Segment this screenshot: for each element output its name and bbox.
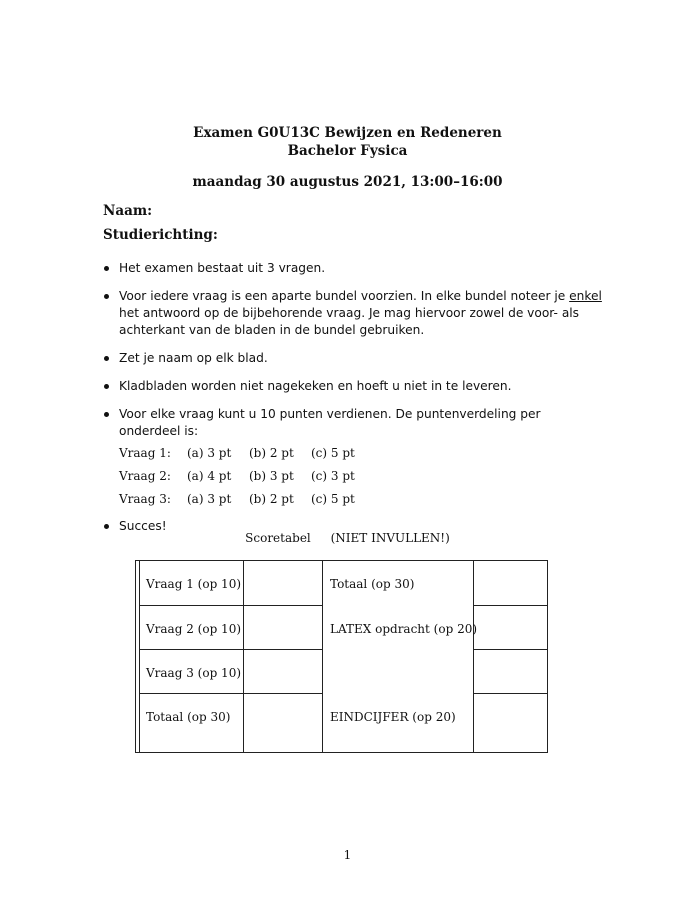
study-program-label: Studierichting:: [103, 227, 218, 243]
question-label: Vraag 2:: [119, 469, 171, 483]
instruction-text: Voor iedere vraag is een aparte bundel voorzien. In elke bundel noteer je: [119, 289, 570, 303]
instruction-text: het antwoord op de bijbehorende vraag. Je mag hiervoor zowel de voor- als achterkant van de bladen in de bundel gebruiken.: [119, 306, 580, 337]
points-value: (b) 3 pt: [249, 469, 294, 483]
table-divider: [473, 649, 547, 650]
points-distribution: [119, 445, 603, 507]
question-label: Vraag 1:: [119, 446, 171, 460]
exam-date: maandag 30 augustus 2021, 13:00–16:00: [192, 174, 503, 190]
points-value: (c) 3 pt: [311, 469, 355, 483]
instruction-item: Kladbladen worden niet nagekeken en hoeft u niet in te leveren.: [103, 378, 603, 395]
score-caption-title: Scoretabel: [245, 531, 311, 545]
title-block: [0, 124, 695, 190]
score-latex-label: LATEX opdracht (op 20): [330, 622, 478, 636]
points-row: [119, 491, 603, 507]
table-divider: [322, 561, 323, 752]
points-row: [119, 468, 603, 484]
emphasis-text: enkel: [569, 289, 602, 303]
table-divider: [473, 693, 547, 694]
points-value: (a) 4 pt: [187, 469, 232, 483]
name-label: Naam:: [103, 203, 153, 219]
table-divider: [140, 693, 322, 694]
points-value: (a) 3 pt: [187, 492, 232, 506]
score-row-label: Vraag 1 (op 10): [146, 577, 242, 591]
score-row-label: Vraag 2 (op 10): [146, 622, 242, 636]
table-divider: [243, 561, 244, 752]
score-row-label: Totaal (op 30): [146, 710, 231, 724]
table-divider: [473, 605, 547, 606]
table-divider: [140, 605, 322, 606]
instruction-item: Succes!: [103, 518, 603, 535]
points-value: (c) 5 pt: [311, 446, 355, 460]
page-number: 1: [343, 848, 352, 862]
program-title: Bachelor Fysica: [287, 143, 408, 159]
points-value: (b) 2 pt: [249, 446, 294, 460]
table-divider: [473, 561, 474, 752]
instruction-item: Zet je naam op elk blad.: [103, 350, 603, 367]
score-row-label: Vraag 3 (op 10): [146, 666, 242, 680]
instructions-list: [103, 260, 603, 546]
score-final-label: EINDCIJFER (op 20): [330, 710, 456, 724]
points-row: [119, 445, 603, 461]
points-value: (b) 2 pt: [249, 492, 294, 506]
instruction-item: [103, 406, 603, 507]
instruction-text: Voor elke vraag kunt u 10 punten verdienen. De puntenverdeling per onderdeel is:: [119, 407, 541, 438]
points-value: (c) 5 pt: [311, 492, 355, 506]
score-caption-note: (NIET INVULLEN!): [330, 531, 450, 545]
instruction-item: Het examen bestaat uit 3 vragen.: [103, 260, 603, 277]
exam-title: Examen G0U13C Bewijzen en Redeneren: [193, 125, 502, 141]
score-table: [135, 560, 548, 753]
table-divider: [140, 649, 322, 650]
points-value: (a) 3 pt: [187, 446, 232, 460]
score-total-label: Totaal (op 30): [330, 577, 415, 591]
score-table-inner: [139, 561, 547, 752]
instruction-item: [103, 288, 603, 339]
score-table-caption: [0, 531, 695, 545]
question-label: Vraag 3:: [119, 492, 171, 506]
